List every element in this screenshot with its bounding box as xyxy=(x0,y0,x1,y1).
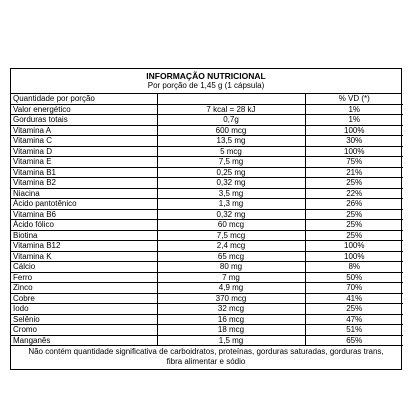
nutrient-amount: 2,4 mcg xyxy=(157,241,305,252)
nutrient-name: Selênio xyxy=(11,314,157,325)
nutrient-vd: 65% xyxy=(305,335,403,346)
nutrient-amount: 60 mcg xyxy=(157,220,305,231)
nutrient-name: Biotina xyxy=(11,230,157,241)
nutrient-name: Vitamina K xyxy=(11,251,157,262)
table-row xyxy=(11,209,403,220)
panel-subtitle: Por porção de 1,45 g (1 cápsula) xyxy=(147,81,265,90)
nutrient-name: Vitamina D xyxy=(11,146,157,157)
nutrient-vd: 1% xyxy=(305,104,403,115)
table-row xyxy=(11,115,403,126)
nutrient-name: Zinco xyxy=(11,283,157,294)
nutrient-amount: 1,3 mg xyxy=(157,199,305,210)
nutrient-amount: 7,5 mg xyxy=(157,157,305,168)
nutrient-vd: 25% xyxy=(305,304,403,315)
nutrient-vd: 26% xyxy=(305,199,403,210)
nutrient-amount: 3,5 mg xyxy=(157,188,305,199)
nutrient-vd: 22% xyxy=(305,188,403,199)
panel-title: INFORMAÇÃO NUTRICIONAL xyxy=(146,71,266,81)
footnote: Não contém quantidade significativa de carboidratos, proteínas, gorduras saturadas, gorduras trans, fibra alimentar e sódio xyxy=(28,347,384,366)
nutrient-vd: 25% xyxy=(305,230,403,241)
nutrient-vd: 100% xyxy=(305,241,403,252)
table-row xyxy=(11,335,403,346)
nutrient-amount: 7,5 mcg xyxy=(157,230,305,241)
nutrient-vd: 8% xyxy=(305,262,403,273)
nutrient-name: Vitamina B6 xyxy=(11,209,157,220)
nutrient-vd: 25% xyxy=(305,209,403,220)
nutrient-name: Cálcio xyxy=(11,262,157,273)
nutrient-name: Ácido pantotênico xyxy=(11,199,157,210)
nutrient-name: Vitamina E xyxy=(11,157,157,168)
nutrient-amount: 0,7g xyxy=(157,115,305,126)
nutrient-vd: 50% xyxy=(305,272,403,283)
table-row xyxy=(11,304,403,315)
table-row xyxy=(11,262,403,273)
nutrient-name: Vitamina B1 xyxy=(11,167,157,178)
table-row xyxy=(11,272,403,283)
nutrient-vd: 1% xyxy=(305,115,403,126)
nutrient-amount: 4,9 mg xyxy=(157,283,305,294)
table-row xyxy=(11,251,403,262)
nutrient-vd: 70% xyxy=(305,283,403,294)
table-row xyxy=(11,125,403,136)
nutrient-name: Vitamina A xyxy=(11,125,157,136)
nutrient-vd: 100% xyxy=(305,251,403,262)
table-row xyxy=(11,230,403,241)
nutrient-amount: 1,5 mg xyxy=(157,335,305,346)
table-row xyxy=(11,325,403,336)
nutrient-amount: 600 mcg xyxy=(157,125,305,136)
nutrient-vd: 30% xyxy=(305,136,403,147)
nutrient-vd: 41% xyxy=(305,293,403,304)
table-row xyxy=(11,167,403,178)
nutrient-amount: 370 mcg xyxy=(157,293,305,304)
nutrient-amount: 7 kcal = 28 kJ xyxy=(157,104,305,115)
nutrient-name: Ácido fólico xyxy=(11,220,157,231)
nutrient-name: Cromo xyxy=(11,325,157,336)
table-row xyxy=(11,136,403,147)
nutrient-amount: 80 mg xyxy=(157,262,305,273)
nutrient-vd: 25% xyxy=(305,178,403,189)
nutrient-vd: 100% xyxy=(305,125,403,136)
nutrient-name: Vitamina B2 xyxy=(11,178,157,189)
nutrient-amount: 16 mcg xyxy=(157,314,305,325)
table-row xyxy=(11,188,403,199)
nutrient-name: Niacina xyxy=(11,188,157,199)
nutrient-vd: 25% xyxy=(305,220,403,231)
nutrient-name: Iodo xyxy=(11,304,157,315)
nutrient-name: Manganês xyxy=(11,335,157,346)
nutrient-amount: 7 mg xyxy=(157,272,305,283)
nutrient-amount: 0,32 mg xyxy=(157,178,305,189)
table-row xyxy=(11,283,403,294)
nutrient-amount: 18 mcg xyxy=(157,325,305,336)
table-header-row xyxy=(11,94,403,104)
nutrient-name: Gorduras totais xyxy=(11,115,157,126)
nutrient-amount: 0,32 mg xyxy=(157,209,305,220)
nutrient-amount: 65 mcg xyxy=(157,251,305,262)
table-row xyxy=(11,220,403,231)
table-row xyxy=(11,241,403,252)
table-row xyxy=(11,146,403,157)
table-row xyxy=(11,104,403,115)
nutrition-facts-panel xyxy=(10,68,402,370)
nutrient-vd: 51% xyxy=(305,325,403,336)
nutrient-amount: 0,25 mg xyxy=(157,167,305,178)
nutrient-name: Vitamina B12 xyxy=(11,241,157,252)
table-row xyxy=(11,314,403,325)
nutrient-vd: 21% xyxy=(305,167,403,178)
nutrient-vd: 100% xyxy=(305,146,403,157)
nutrient-name: Cobre xyxy=(11,293,157,304)
panel-header xyxy=(11,69,401,94)
nutrition-table xyxy=(11,94,403,346)
nutrient-vd: 47% xyxy=(305,314,403,325)
nutrient-vd: 75% xyxy=(305,157,403,168)
nutrient-amount: 13,5 mg xyxy=(157,136,305,147)
header-amount xyxy=(157,94,305,104)
nutrient-amount: 5 mcg xyxy=(157,146,305,157)
header-label: Quantidade por porção xyxy=(11,94,157,104)
table-row xyxy=(11,157,403,168)
table-row xyxy=(11,178,403,189)
table-row xyxy=(11,293,403,304)
nutrient-name: Valor energético xyxy=(11,104,157,115)
table-row xyxy=(11,199,403,210)
nutrient-name: Vitamina C xyxy=(11,136,157,147)
nutrient-name: Ferro xyxy=(11,272,157,283)
header-vd: % VD (*) xyxy=(305,94,403,104)
nutrient-amount: 32 mcg xyxy=(157,304,305,315)
